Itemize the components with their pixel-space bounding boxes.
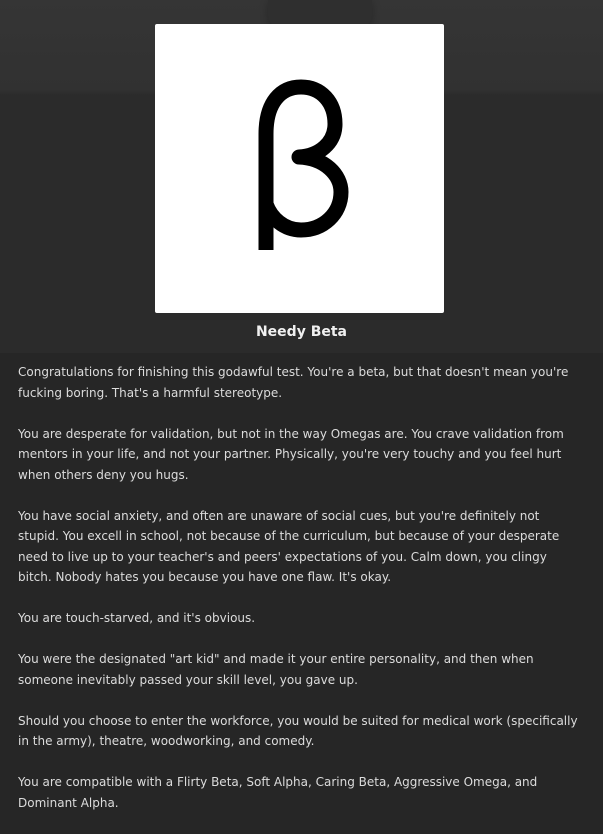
result-title: Needy Beta <box>255 324 348 340</box>
result-description <box>18 362 584 834</box>
result-image <box>155 24 444 313</box>
result-header <box>0 0 603 353</box>
beta-symbol-icon <box>155 24 444 313</box>
description-paragraph: You are touch-starved, and it's obvious. <box>18 611 256 625</box>
top-tab <box>268 0 372 26</box>
description-paragraph: Congratulations for finishing this godawful test. You're a beta, but that doesn't mean you're fucking boring. That's a harmful stereotype. <box>18 365 569 400</box>
description-paragraph: Should you choose to enter the workforce, you would be suited for medical work (specifically in the army), theatre, woodworking, and comedy. <box>18 713 578 748</box>
description-paragraph: You are compatible with a Flirty Beta, Soft Alpha, Caring Beta, Aggressive Omega, and Dominant Alpha. <box>18 775 538 810</box>
description-paragraph: You have social anxiety, and often are unaware of social cues, but you're definitely not stupid. You excell in school, not because of the curriculum, but because of your desperate need to live up to your teacher's and peers' expectations of you. Calm down, you clingy bitch. Nobody hates you because you have one flaw. It's okay. <box>18 508 560 584</box>
description-paragraph: You were the designated "art kid" and made it your entire personality, and then when someone inevitably passed your skill level, you gave up. <box>18 652 534 687</box>
description-paragraph: You are desperate for validation, but not in the way Omegas are. You crave validation from mentors in your life, and not your partner. Physically, you're very touchy and you feel hurt when others deny you hugs. <box>18 426 564 482</box>
